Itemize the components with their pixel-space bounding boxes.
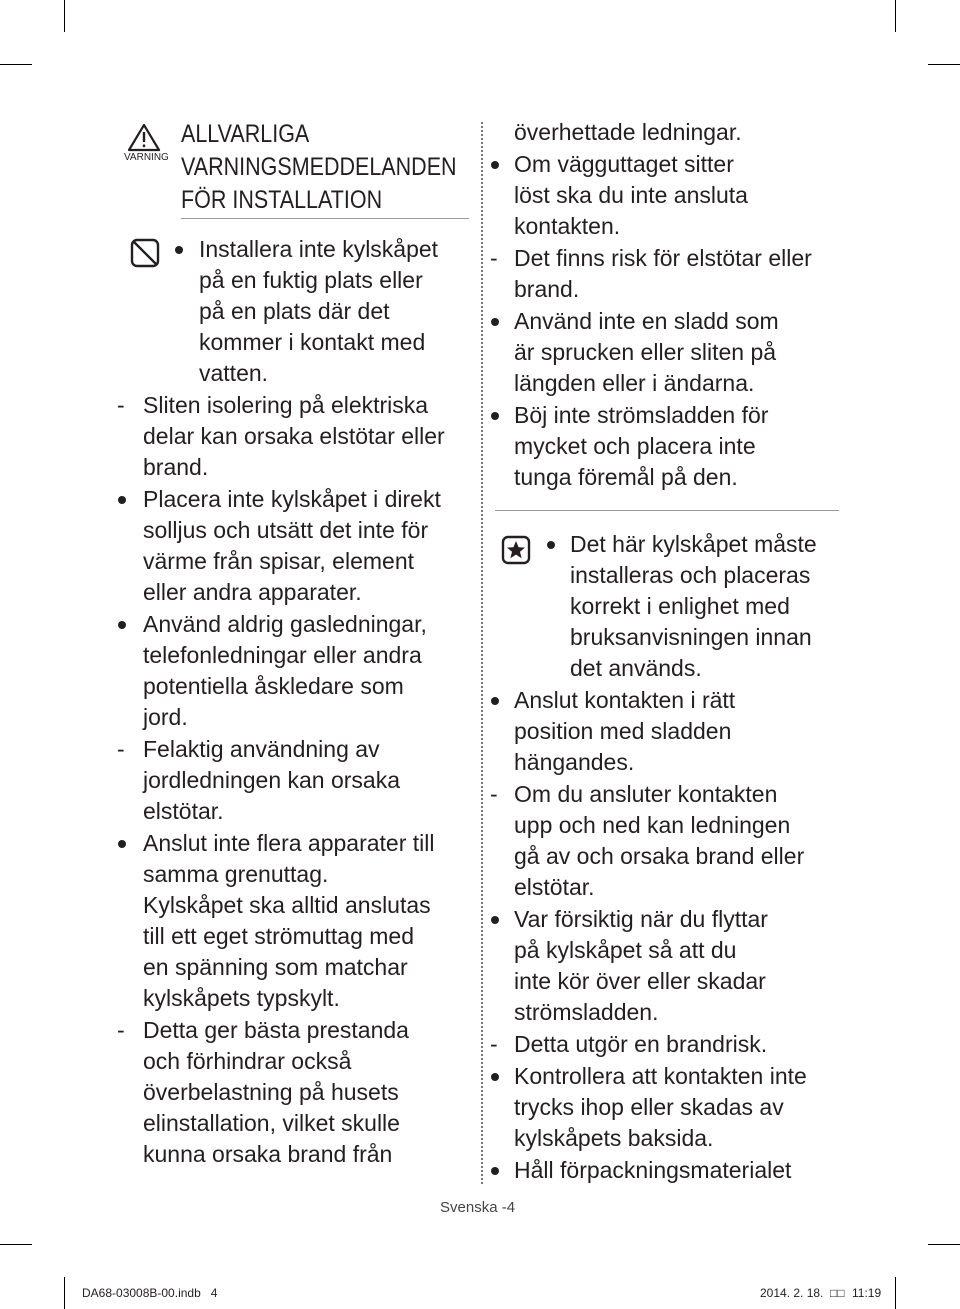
crop-mark: [64, 1277, 65, 1309]
bullet-marker: [118, 840, 126, 848]
text-line: eller andra apparater.: [143, 579, 362, 605]
crop-mark: [0, 64, 32, 65]
crop-mark: [895, 1277, 896, 1309]
text-line: till ett eget strömuttag med: [143, 923, 415, 949]
text-line: Om vägguttaget sitter: [514, 151, 734, 177]
text-line: potentiella åskledare som: [143, 673, 404, 699]
text-line: Felaktig användning av: [143, 736, 380, 762]
text-line: samma grenuttag.: [143, 861, 329, 887]
text-line: Anslut kontakten i rätt: [514, 687, 736, 713]
text-line: elstötar.: [514, 874, 595, 900]
text-line: kommer i kontakt med: [199, 329, 426, 355]
text-line: trycks ihop eller skadas av: [514, 1094, 784, 1120]
text-line: bruksanvisningen innan: [570, 624, 812, 650]
section-rule: [495, 510, 839, 511]
crop-mark: [895, 0, 896, 32]
bullet-marker: [175, 246, 183, 254]
text-line: installeras och placeras: [570, 562, 811, 588]
text-line: Håll förpackningsmaterialet: [514, 1157, 792, 1183]
text-line: på kylskåpet så att du: [514, 937, 737, 963]
text-line: brand.: [514, 276, 580, 302]
text-line: kylskåpets baksida.: [514, 1125, 714, 1151]
text-line: jordledningen kan orsaka: [143, 767, 401, 793]
text-line: upp och ned kan ledningen: [514, 812, 791, 838]
crop-mark: [928, 1244, 960, 1245]
text-line: gå av och orsaka brand eller: [514, 843, 805, 869]
text-line: och förhindrar också: [143, 1048, 352, 1074]
text-line: längden eller i ändarna.: [514, 370, 755, 396]
text-line: Detta ger bästa prestanda: [143, 1017, 409, 1043]
text-line: hängandes.: [514, 749, 635, 775]
bullet-marker: [491, 412, 499, 420]
text-line: Använd inte en sladd som: [514, 308, 779, 334]
text-line: värme från spisar, element: [143, 548, 415, 574]
prohibition-icon: [130, 238, 160, 268]
dash-marker: -: [490, 1031, 498, 1057]
text-line: kontakten.: [514, 213, 621, 239]
bullet-marker: [118, 496, 126, 504]
text-line: elinstallation, vilket skulle: [143, 1110, 400, 1136]
warning-title-line: FÖR INSTALLATION: [181, 186, 383, 214]
text-line: överbelastning på husets: [143, 1079, 399, 1105]
warning-title-line: ALLVARLIGA: [181, 120, 310, 148]
print-date: 2014. 2. 18.: [760, 1286, 824, 1300]
crop-mark: [0, 1244, 32, 1245]
dash-marker: -: [490, 245, 498, 271]
bullet-marker: [491, 318, 499, 326]
text-line: Använd aldrig gasledningar,: [143, 611, 427, 637]
text-line: Böj inte strömsladden för: [514, 402, 769, 428]
text-line: Kylskåpet ska alltid anslutas: [143, 892, 431, 918]
text-line: jord.: [143, 704, 188, 730]
text-line: korrekt i enlighet med: [570, 593, 790, 619]
print-time: 11:19: [852, 1286, 882, 1300]
print-time-glyphs: □□: [830, 1286, 845, 1300]
star-note-icon: [501, 535, 531, 565]
warning-triangle-icon: [126, 122, 162, 152]
warning-title-line: VARNINGSMEDDELANDEN: [181, 153, 457, 181]
column-separator: [481, 122, 483, 1184]
bullet-marker: [491, 1167, 499, 1175]
bullet-marker: [491, 1073, 499, 1081]
text-line: mycket och placera inte: [514, 433, 756, 459]
text-line: det används.: [570, 655, 702, 681]
text-line: överhettade ledningar.: [514, 119, 742, 145]
text-line: vatten.: [199, 360, 269, 386]
text-line: på en fuktig plats eller: [199, 267, 423, 293]
text-line: Sliten isolering på elektriska: [143, 392, 429, 418]
bullet-marker: [547, 541, 555, 549]
text-line: telefonledningar eller andra: [143, 642, 422, 668]
text-line: tunga föremål på den.: [514, 464, 738, 490]
dash-marker: -: [490, 781, 498, 807]
print-file-name: DA68-03008B-00.indb 4: [82, 1286, 218, 1300]
crop-mark: [64, 0, 65, 32]
bullet-marker: [491, 916, 499, 924]
heading-rule: [181, 218, 469, 219]
warning-icon-label: VARNING: [124, 152, 169, 163]
text-line: kunna orsaka brand från: [143, 1141, 393, 1167]
page-number: Svenska -4: [440, 1199, 516, 1216]
text-line: Var försiktig när du flyttar: [514, 906, 768, 932]
text-line: en spänning som matchar: [143, 954, 408, 980]
dash-marker: -: [117, 1017, 125, 1043]
dash-marker: -: [117, 392, 125, 418]
text-line: strömsladden.: [514, 999, 659, 1025]
text-line: inte kör över eller skadar: [514, 968, 766, 994]
crop-mark: [928, 64, 960, 65]
text-line: är sprucken eller sliten på: [514, 339, 777, 365]
text-line: på en plats där det: [199, 298, 390, 324]
text-line: position med sladden: [514, 718, 732, 744]
bullet-marker: [491, 161, 499, 169]
text-line: elstötar.: [143, 798, 224, 824]
text-line: Det här kylskåpet måste: [570, 531, 817, 557]
bullet-marker: [491, 697, 499, 705]
text-line: solljus och utsätt det inte för: [143, 517, 429, 543]
bullet-marker: [118, 621, 126, 629]
text-line: Det finns risk för elstötar eller: [514, 245, 812, 271]
text-line: kylskåpets typskylt.: [143, 985, 340, 1011]
text-line: Anslut inte flera apparater till: [143, 830, 435, 856]
text-line: brand.: [143, 454, 209, 480]
text-line: Detta utgör en brandrisk.: [514, 1031, 768, 1057]
text-line: Placera inte kylskåpet i direkt: [143, 486, 441, 512]
dash-marker: -: [117, 736, 125, 762]
text-line: Om du ansluter kontakten: [514, 781, 778, 807]
text-line: löst ska du inte ansluta: [514, 182, 748, 208]
text-line: Kontrollera att kontakten inte: [514, 1063, 807, 1089]
text-line: delar kan orsaka elstötar eller: [143, 423, 445, 449]
text-line: Installera inte kylskåpet: [199, 236, 439, 262]
